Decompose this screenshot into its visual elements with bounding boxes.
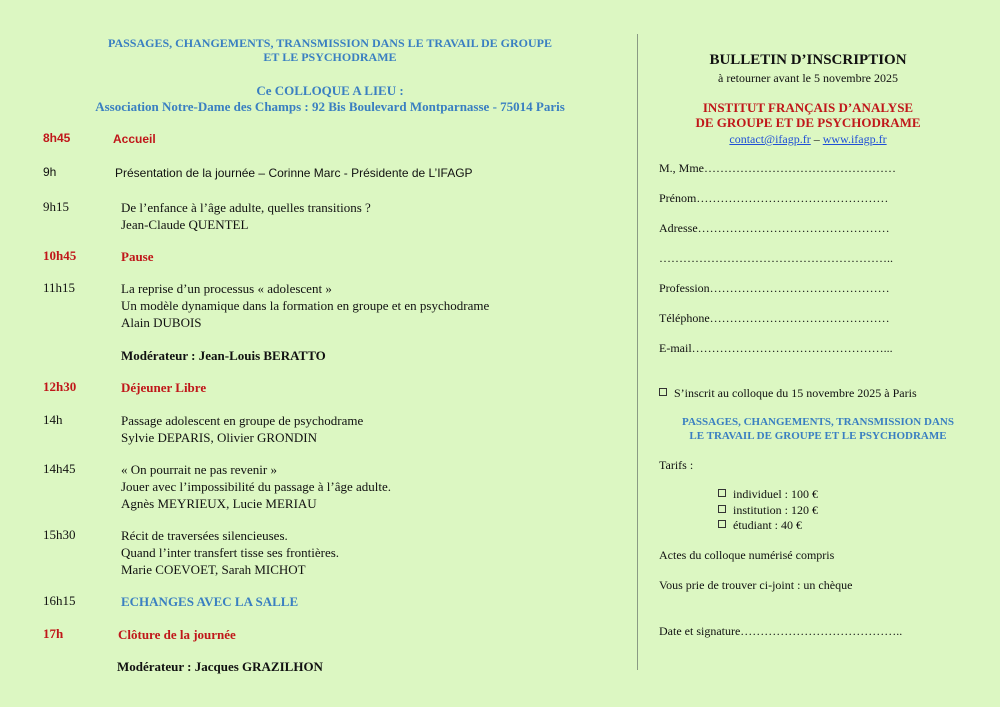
session-block: Passage adolescent en groupe de psychodrame Sylvie DEPARIS, Olivier GRONDIN (121, 413, 364, 445)
checkbox-icon[interactable] (718, 489, 726, 497)
field-name[interactable]: M., Mme………………………………………… (659, 161, 896, 175)
field-phone[interactable]: Téléphone……………………………………… (659, 311, 890, 325)
field-profession[interactable]: Profession……………………………………… (659, 281, 890, 295)
session-time: 9h (43, 165, 57, 179)
session-title: Présentation de la journée – Corinne Marc - Présidente de L’IFAGP (115, 166, 473, 180)
session-time: 16h15 (43, 593, 76, 608)
actes-note: Actes du colloque numérisé compris (659, 548, 835, 562)
tarif-individuel[interactable]: individuel : 100 € (718, 487, 818, 502)
programme-title: PASSAGES, CHANGEMENTS, TRANSMISSION DANS LE TRAVAIL DE GROUPE ET LE PSYCHODRAME (108, 36, 552, 64)
tarif-institution[interactable]: institution : 120 € (718, 503, 818, 518)
institute-name: INSTITUT FRANÇAIS D’ANALYSE DE GROUPE ET DE PSYCHODRAME (695, 100, 921, 130)
contact-separator: – (813, 132, 820, 146)
registration-form (638, 0, 1000, 707)
payment-note: Vous prie de trouver ci-joint : un chèque (659, 578, 853, 592)
session-block: Récit de traversées silencieuses. Quand l’inter transfert tisse ses frontières. Marie COEVOET, Sarah MICHOT (121, 528, 340, 577)
session-time: 17h (43, 626, 64, 641)
registration-checkbox-row[interactable] (659, 386, 917, 401)
checkbox-icon[interactable] (718, 505, 726, 513)
checkbox-icon[interactable] (718, 520, 726, 528)
session-time: 15h30 (43, 527, 76, 542)
session-time: 14h45 (43, 461, 76, 476)
website-link[interactable]: www.ifagp.fr (822, 132, 887, 146)
checkbox-icon[interactable] (659, 388, 667, 396)
form-title: BULLETIN D’INSCRIPTION (709, 52, 907, 68)
form-deadline: à retourner avant le 5 novembre 2025 (718, 71, 898, 85)
session-time: 11h15 (43, 280, 76, 295)
session-block: La reprise d’un processus « adolescent » Un modèle dynamique dans la formation en groupe et en psychodrame Alain DUBOIS (121, 281, 490, 330)
field-address-2[interactable]: ………………………………………………….. (659, 251, 893, 265)
field-firstname[interactable]: Prénom………………………………………… (659, 191, 889, 205)
colloque-title: PASSAGES, CHANGEMENTS, TRANSMISSION DANS LE TRAVAIL DE GROUPE ET LE PSYCHODRAME (682, 416, 954, 442)
moderator: Modérateur : Jean-Louis BERATTO (121, 348, 326, 363)
session-title: ECHANGES AVEC LA SALLE (121, 594, 299, 609)
session-block: « On pourrait ne pas revenir » Jouer avec l’impossibilité du passage à l’âge adulte. Agnès MEYRIEUX, Lucie MERIAU (121, 462, 392, 511)
tarifs-label: Tarifs : (659, 458, 694, 472)
session-time: 9h15 (43, 199, 69, 214)
session-title: Clôture de la journée (118, 627, 236, 642)
field-email[interactable]: E-mail…………………………………………... (659, 341, 893, 355)
session-title: Déjeuner Libre (121, 380, 207, 395)
session-time: 12h30 (43, 379, 77, 394)
session-title: Accueil (113, 132, 156, 146)
email-link[interactable]: contact@ifagp.fr (729, 132, 811, 146)
session-block: De l’enfance à l’âge adulte, quelles transitions ? Jean-Claude QUENTEL (121, 200, 371, 232)
venue-info: Ce COLLOQUE A LIEU : Association Notre-Dame des Champs : 92 Bis Boulevard Montparnasse - 75014 Paris (95, 83, 565, 114)
moderator: Modérateur : Jacques GRAZILHON (117, 659, 323, 674)
tarif-etudiant[interactable]: étudiant : 40 € (718, 518, 802, 533)
registration-label: S’inscrit au colloque du 15 novembre 2025 à Paris (674, 386, 917, 400)
session-time: 10h45 (43, 248, 77, 263)
field-signature[interactable]: Date et signature………………………………….. (659, 624, 903, 638)
session-time: 8h45 (43, 131, 71, 145)
contact-line (638, 132, 978, 147)
session-time: 14h (43, 412, 63, 427)
field-address[interactable]: Adresse………………………………………… (659, 221, 890, 235)
session-title: Pause (121, 249, 154, 264)
